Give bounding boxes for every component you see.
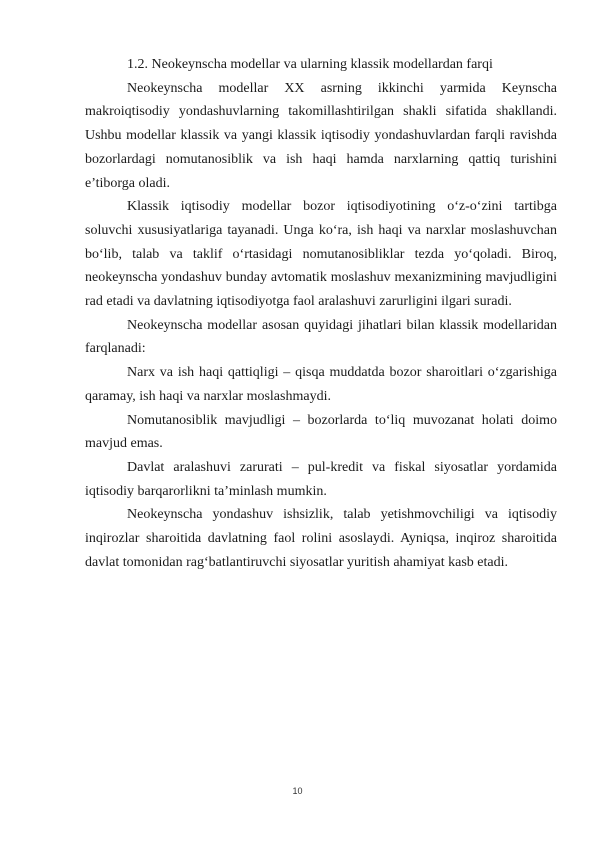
page-number: 10 (292, 786, 303, 796)
paragraph-differences-intro: Neokeynscha modellar asosan quyidagi jihatlari bilan klassik modellaridan farqlanadi: (85, 317, 557, 357)
paragraph-state-intervention: Davlat aralashuvi zarurati – pul-kredit va fiskal siyosatlar yordamida iqtisodiy barqarorlikni ta’minlash mumkin. (85, 459, 557, 499)
paragraph-price-wage-rigidity: Narx va ish haqi qattiqligi – qisqa muddatda bozor sharoitlari o‘zgarishiga qaramay, ish haqi va narxlar moslashmaydi. (85, 365, 557, 404)
paragraph-conclusion: Neokeynscha yondashuv ishsizlik, talab yetishmovchiligi va iqtisodiy inqirozlar sharoitida davlatning faol rolini asoslaydi. Ayniqsa, inqiroz sharoitida davlat tomonidan rag‘batlantiruvchi siyosatlar yuritish ahamiyat kasb etadi. (85, 507, 557, 570)
paragraph-disequilibrium: Nomutanosiblik mavjudligi – bozorlarda to‘liq muvozanat holati doimo mavjud emas. (85, 412, 557, 452)
paragraph-classical-models: Klassik iqtisodiy modellar bozor iqtisodiyotining o‘z-o‘zini tartibga soluvchi xususiyatlariga tayanadi. Unga ko‘ra, ish haqi va narxlar moslashuvchan bo‘lib, talab va taklif o‘rtasidagi nomutanosibliklar tezda yo‘qoladi. Biroq, neokeynscha yondashuv bunday avtomatik moslashuv mexanizmining mavjudligini rad etadi va davlatning iqtisodiyotga faol aralashuvi zarurligini ilgari suradi. (85, 199, 557, 310)
paragraph-intro: Neokeynscha modellar XX asrning ikkinchi yarmida Keynscha makroiqtisodiy yondashuvlarning takomillashtirilgan shakli sifatida shakllandi. Ushbu modellar klassik va yangi klassik iqtisodiy yondashuvlardan farqli ravishda bozorlardagi nomutanosiblik va ish haqi hamda narxlarning qattiq turishini e’tiborga oladi. (85, 80, 557, 191)
section-heading: 1.2. Neokeynscha modellar va ularning klassik modellardan farqi (127, 57, 493, 72)
document-body (85, 53, 557, 574)
